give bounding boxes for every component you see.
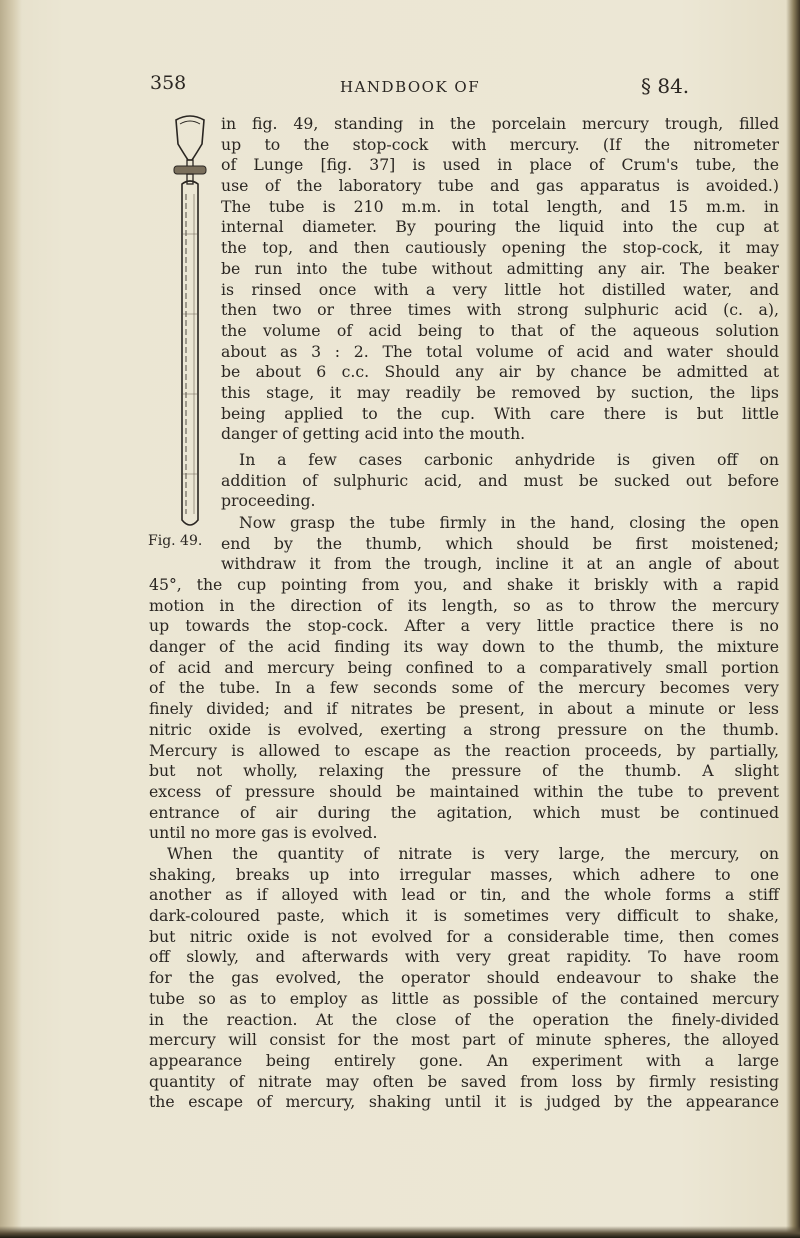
text-line: appearance being entirely gone. An experiment with a large [149,1050,779,1070]
text-line: being applied to the cup. With care there is but little [221,403,779,423]
text-line: end by the thumb, which should be first moistened; [221,533,779,553]
text-line: be run into the tube without admitting any air. The beaker [221,258,779,278]
page-edge-right [786,0,800,1238]
page-edge-bottom [0,1226,800,1238]
text-line: entrance of air during the agitation, which must be continued [149,802,779,822]
text-line: 45°, the cup pointing from you, and shake it briskly with a rapid [149,575,779,594]
text-line: but nitric oxide is not evolved for a considerable time, then comes [149,926,779,946]
text-line: up towards the stop-cock. After a very little practice there is no [149,616,779,636]
figure-label: Fig. 49. [148,533,203,549]
text-line: then two or three times with strong sulphuric acid (c. a), [221,300,779,320]
text-line: Now grasp the tube firmly in the hand, closing the open [239,513,779,532]
paragraph-3-full [149,575,779,844]
page-header [0,72,800,104]
text-line: use of the laboratory tube and gas apparatus is avoided.) [221,176,779,196]
text-line: for the gas evolved, the operator should endeavour to shake the [149,968,779,988]
paragraph-1 [221,114,779,445]
text-line: addition of sulphuric acid, and must be sucked out before [221,470,779,490]
text-line: excess of pressure should be maintained within the tube to prevent [149,781,779,801]
spine-shadow [0,0,22,1238]
text-line: When the quantity of nitrate is very large, the mercury, on [167,844,779,863]
text-line: mercury will consist for the most part of minute spheres, the alloyed [149,1030,779,1050]
text-line: proceeding. [221,491,316,511]
text-line: the volume of acid being to that of the aqueous solution [221,320,779,340]
text-line: dark-coloured paste, which it is sometimes very difficult to shake, [149,906,779,926]
text-line: the top, and then cautiously opening the stop-cock, it may [221,238,779,258]
text-line: danger of getting acid into the mouth. [221,424,526,444]
text-line: about as 3 : 2. The total volume of acid and water should [221,341,779,361]
text-line: motion in the direction of its length, so as to throw the mercury [149,595,779,615]
text-line: finely divided; and if nitrates be present, in about a minute or less [149,699,779,719]
paragraph-3-top [221,513,779,575]
text-line: another as if alloyed with lead or tin, and the whole forms a stiff [149,885,779,905]
text-line: be about 6 c.c. Should any air by chance be admitted at [221,362,779,382]
page-number: 358 [150,72,187,94]
text-line: nitric oxide is evolved, exerting a strong pressure on the thumb. [149,719,779,739]
text-line: in the reaction. At the close of the operation the finely-divided [149,1009,779,1029]
text-line: The tube is 210 m.m. in total length, and 15 m.m. in [221,196,779,216]
text-line: internal diameter. By pouring the liquid into the cup at [221,217,779,237]
paragraph-4 [149,844,779,1113]
text-line: withdraw it from the trough, incline it at an angle of about [221,554,779,574]
paragraph-2 [221,450,779,512]
text-line: of acid and mercury being confined to a comparatively small portion [149,657,779,677]
text-line: until no more gas is evolved. [149,823,378,843]
running-head: HANDBOOK OF [340,78,481,96]
text-line: Mercury is allowed to escape as the reaction proceeds, by partially, [149,740,779,760]
text-line: off slowly, and afterwards with very great rapidity. To have room [149,947,779,967]
text-line: quantity of nitrate may often be saved from loss by firmly resisting [149,1071,779,1091]
figure-49-tube-illustration [172,114,208,532]
text-line: shaking, breaks up into irregular masses, which adhere to one [149,864,779,884]
text-line: in fig. 49, standing in the porcelain mercury trough, filled [221,114,779,133]
text-line: this stage, it may readily be removed by suction, the lips [221,382,779,402]
text-line: of the tube. In a few seconds some of the mercury becomes very [149,678,779,698]
text-line: is rinsed once with a very little hot distilled water, and [221,279,779,299]
text-line: In a few cases carbonic anhydride is given off on [239,450,779,469]
text-line: danger of the acid finding its way down to the thumb, the mixture [149,637,779,657]
text-line: up to the stop-cock with mercury. (If the nitrometer [221,134,779,154]
text-line: of Lunge [fig. 37] is used in place of Crum's tube, the [221,155,779,175]
text-line: the escape of mercury, shaking until it is judged by the appearance [149,1092,779,1112]
section-number: § 84. [641,74,690,98]
text-line: but not wholly, relaxing the pressure of the thumb. A slight [149,761,779,781]
text-line: tube so as to employ as little as possible of the contained mercury [149,988,779,1008]
